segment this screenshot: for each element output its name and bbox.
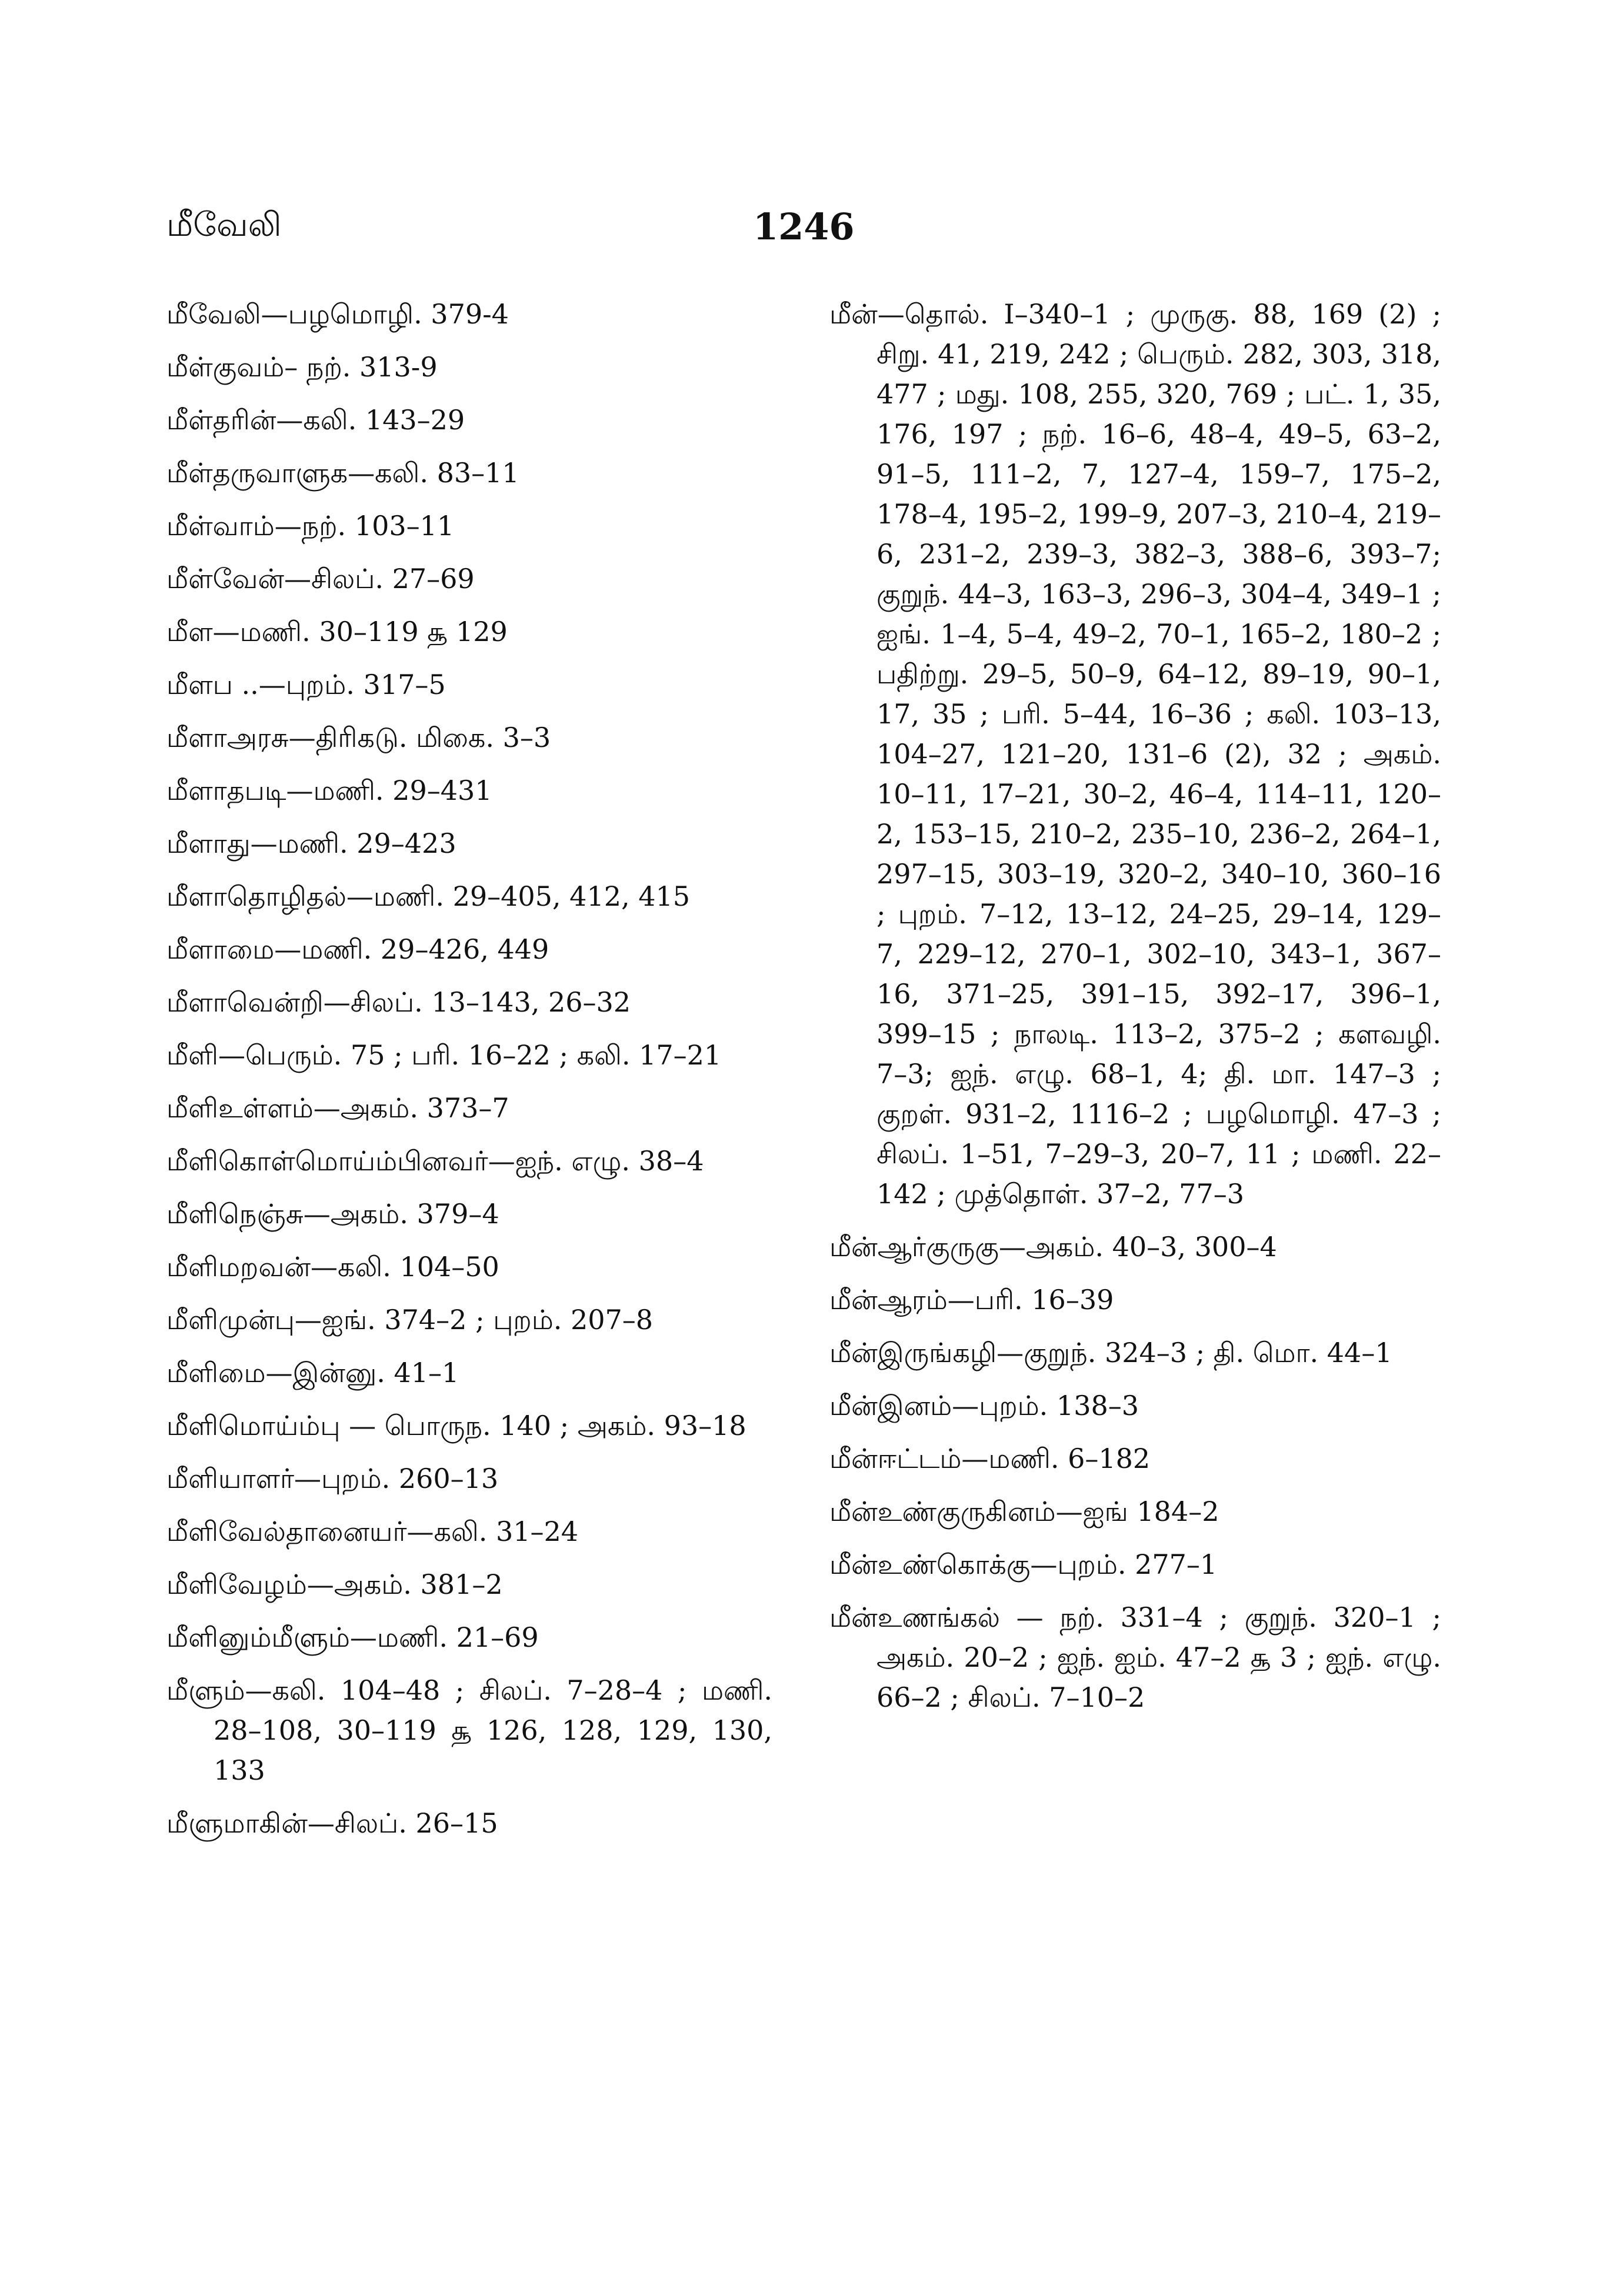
- index-entry: மீளாது—மணி. 29–423: [166, 827, 456, 859]
- index-entry: மீளிமறவன்—கலி. 104–50: [166, 1251, 499, 1283]
- page-number: 1246: [753, 205, 855, 248]
- index-entry: மீளப ..—புறம். 317–5: [166, 669, 446, 700]
- index-entry: மீள—மணி. 30–119 ௲ 129: [166, 616, 508, 648]
- index-entry: மீன்ஆர்குருகு—அகம். 40–3, 300–4: [829, 1231, 1277, 1263]
- index-entry: மீன்ஈட்டம்—மணி. 6–182: [829, 1443, 1151, 1474]
- index-entry: மீளிவேழம்—அகம். 381–2: [166, 1569, 503, 1600]
- index-entry: மீளாஅரசு—திரிகடு. மிகை. 3–3: [166, 722, 551, 753]
- index-entry: மீளியாளர்—புறம். 260–13: [166, 1463, 499, 1494]
- index-entry: மீன்உண்கொக்கு—புறம். 277–1: [829, 1549, 1218, 1580]
- index-entry: மீளிகொள்மொய்ம்பினவர்—ஐந். எழு. 38–4: [166, 1145, 704, 1177]
- index-entry: மீளினும்மீளும்—மணி. 21–69: [166, 1621, 539, 1653]
- index-entry: மீளிவேல்தானையர்—கலி. 31–24: [166, 1516, 579, 1547]
- index-entry: மீளிமுன்பு—ஐங். 374–2 ; புறம். 207–8: [166, 1304, 654, 1336]
- index-entry: மீளிமொய்ம்பு — பொருந. 140 ; அகம். 93–18: [166, 1410, 746, 1441]
- index-entry: மீளி—பெரும். 75 ; பரி. 16–22 ; கலி. 17–21: [166, 1039, 722, 1071]
- index-entry: மீள்குவம்– நற். 313-9: [166, 351, 438, 383]
- index-entry: மீளாதபடி—மணி. 29–431: [166, 775, 492, 806]
- index-entry: மீள்தரின்—கலி. 143–29: [166, 404, 465, 436]
- right-column: [829, 294, 1441, 1730]
- index-entry: மீன்—தொல். I–340–1 ; முருகு. 88, 169 (2) ; சிறு. 41, 219, 242 ; பெரும். 282, 303, 318, 477 ; மது. 108, 255, 320, 769 ; பட். 1, 35, 176, 197 ; நற். 16–6, 48–4, 49–5, 63–2, 91–5, 111–2, 7, 127–4, 159–7, 175–2, 178–4, 195–2, 199–9, 207–3, 210–4, 219–6, 231–2, 239–3, 382–3, 388–6, 393–7; குறுந். 44–3, 163–3, 296–3, 304–4, 349–1 ; ஐங். 1–4, 5–4, 49–2, 70–1, 165–2, 180–2 ; பதிற்று. 29–5, 50–9, 64–12, 89–19, 90–1, 17, 35 ; பரி. 5–44, 16–36 ; கலி. 103–13, 104–27, 121–20, 131–6 (2), 32 ; அகம். 10–11, 17–21, 30–2, 46–4, 114–11, 120–2, 153–15, 210–2, 235–10, 236–2, 264–1, 297–15, 303–19, 320–2, 340–10, 360–16 ; புறம். 7–12, 13–12, 24–25, 29–14, 129–7, 229–12, 270–1, 302–10, 343–1, 367–16, 371–25, 391–15, 392–17, 396–1, 399–15 ; நாலடி. 113–2, 375–2 ; களவழி. 7–3; ஐந். எழு. 68–1, 4; தி. மா. 147–3 ; குறள். 931–2, 1116–2 ; பழமொழி. 47–3 ; சிலப். 1–51, 7–29–3, 20–7, 11 ; மணி. 22–142 ; முத்தொள். 37–2, 77–3: [829, 298, 1441, 1210]
- index-entry: மீள்வேன்—சிலப். 27–69: [166, 563, 475, 595]
- index-entry: மீளுமாகின்—சிலப். 26–15: [166, 1807, 498, 1839]
- index-entry: மீவேலி—பழமொழி. 379-4: [166, 298, 509, 330]
- index-entry: மீளும்—கலி. 104–48 ; சிலப். 7–28–4 ; மணி. 28–108, 30–119 ௲ 126, 128, 129, 130, 133: [166, 1674, 772, 1786]
- running-headword: மீவேலி: [166, 206, 282, 244]
- index-entry: மீன்உண்குருகினம்—ஐங் 184–2: [829, 1496, 1219, 1527]
- index-entry: மீளாதொழிதல்—மணி. 29–405, 412, 415: [166, 880, 691, 912]
- index-entry: மீள்வாம்—நற். 103–11: [166, 510, 455, 542]
- index-entry: மீளிஉள்ளம்—அகம். 373–7: [166, 1092, 509, 1124]
- index-entry: மீளிமை—இன்னு. 41–1: [166, 1357, 459, 1389]
- index-entry: மீளாவென்றி—சிலப். 13–143, 26–32: [166, 986, 631, 1018]
- index-entry: மீளிநெஞ்சு—அகம். 379–4: [166, 1198, 499, 1230]
- left-column: [166, 294, 772, 1856]
- index-entry: மீன்ஆரம்—பரி. 16–39: [829, 1284, 1114, 1316]
- index-entry: மீள்தருவாளுக—கலி. 83–11: [166, 457, 519, 489]
- index-entry: மீளாமை—மணி. 29–426, 449: [166, 933, 549, 965]
- index-entry: மீன்உணங்கல் — நற். 331–4 ; குறுந். 320–1 ; அகம். 20–2 ; ஐந். ஐம். 47–2 ௲ 3 ; ஐந். எழு. 66–2 ; சிலப். 7–10–2: [829, 1601, 1441, 1713]
- index-entry: மீன்இனம்—புறம். 138–3: [829, 1390, 1139, 1421]
- index-entry: மீன்இருங்கழி—குறுந். 324–3 ; தி. மொ. 44–1: [829, 1337, 1392, 1369]
